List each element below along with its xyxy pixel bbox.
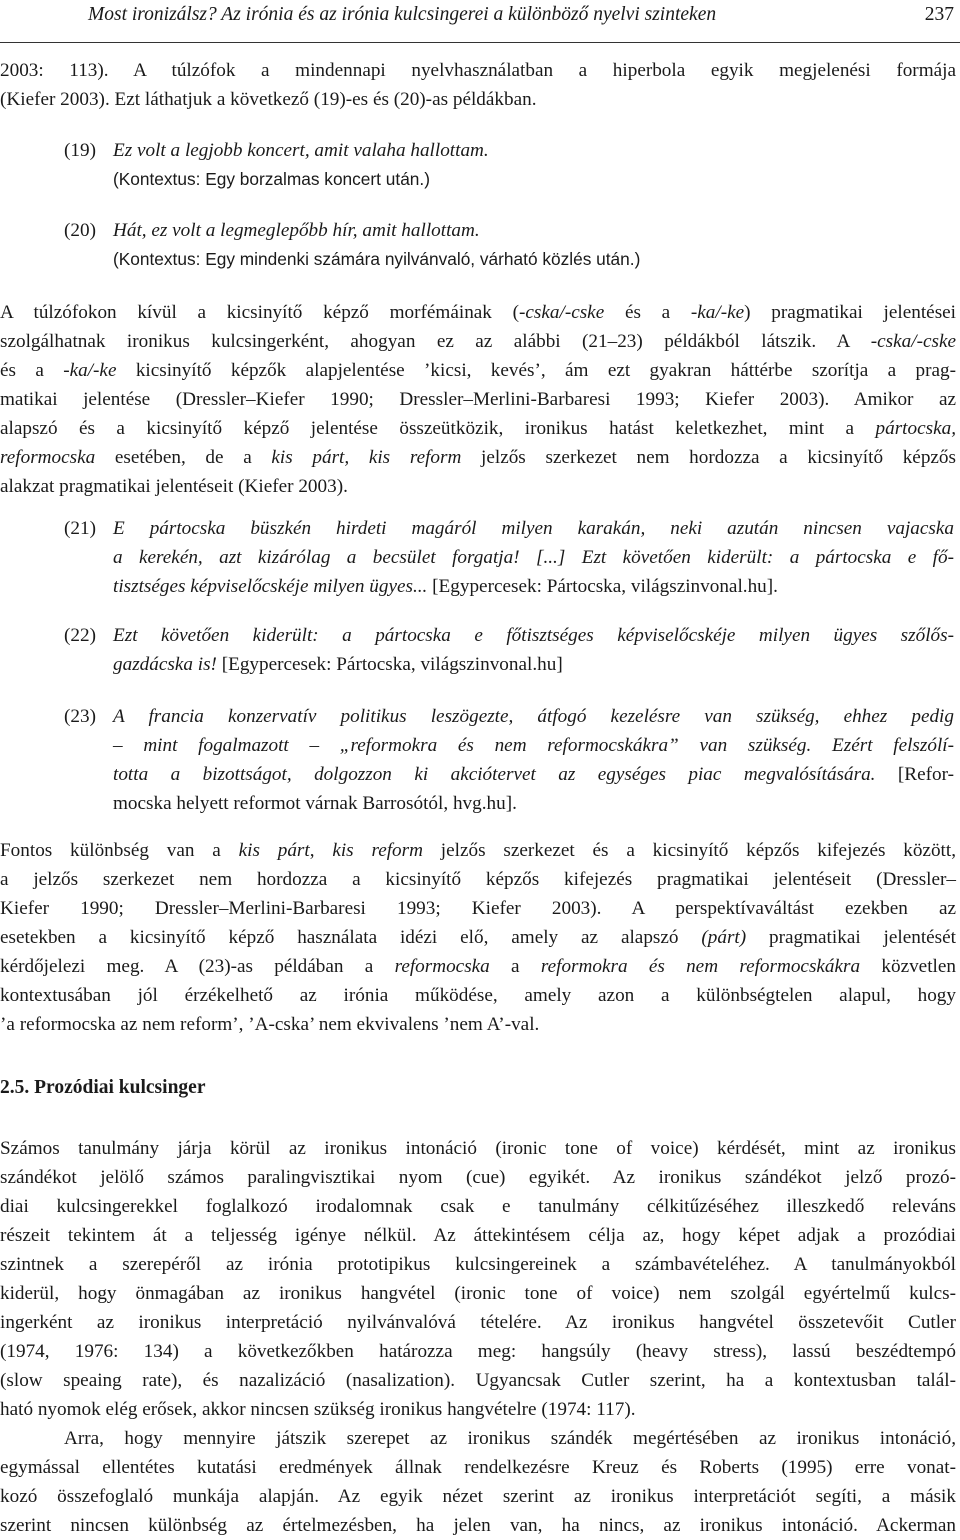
text-line: kérdőjelezi meg. A (23)-as példában a reformocska a reformokra és nem reformocskákra közvetlen	[0, 956, 956, 977]
running-title: Most ironizálsz? Az irónia és az irónia kulcsingerei a különböző nyelvi szinteken	[88, 4, 717, 25]
text-line: ható nyomok elég erősek, akkor nincsen szükség ironikus hangvételre (1974: 117).	[0, 1399, 636, 1420]
example-text: totta a bizottságot, dolgozzon ki akciótervet az egységes piac megvalósítására.	[113, 764, 876, 785]
text-line: Fontos különbség van a kis párt, kis reform jelzős szerkezet és a kicsinyítő képzős kifejezés között,	[0, 840, 956, 861]
text-line: Kiefer 1990; Dressler–Merlini-Barbaresi 1993; Kiefer 2003). A perspektívaváltást ezekben az	[0, 898, 956, 919]
paragraph-diminutive	[0, 298, 956, 501]
example-sentence: Ez volt a legjobb koncert, amit valaha hallottam.	[113, 140, 489, 161]
example-text: a kerekén, azt kizárólag a becsület forgatja! [...] Ezt követően kiderült: a pártocska e fő-	[113, 547, 954, 568]
text-line: 2003: 113). A túlzófok a mindennapi nyelvhasználatban a hiperbola egyik megjelenési formája	[0, 60, 956, 81]
example-20	[64, 216, 954, 274]
example-text: – mint fogalmazott – „reformokra és nem reformocskákra” van szükség. Ezért felszólí-	[113, 735, 954, 756]
text-line: reformocska esetében, de a kis párt, kis reform jelzős szerkezet nem hordozza a kicsinyítő képzős	[0, 447, 956, 468]
example-context: (Kontextus: Egy mindenki számára nyilvánvaló, várható közlés után.)	[113, 249, 641, 269]
example-23	[64, 702, 954, 818]
example-text: Ezt követően kiderült: a pártocska e főtisztséges képviselőcskéje milyen ügyes szőlős-	[113, 625, 954, 646]
example-source: [Egypercesek: Pártocska, világszinvonal.hu].	[427, 576, 778, 597]
example-text: tisztséges képviselőcskéje milyen ügyes...	[113, 576, 428, 597]
page-number: 237	[924, 4, 954, 25]
text-line: alakzat pragmatikai jelentéseit (Kiefer 2003).	[0, 476, 348, 497]
example-text: gazdácska is!	[113, 654, 217, 675]
text-line: szerint nincsen különbség az értelmezésben, ha jelen van, ha nincs, az ironikus intonáció. Ackerman	[0, 1515, 956, 1536]
text-line: kozó összefoglaló munkája alapján. Az egyik nézet szerint az ironikus interpretációt segíti, a másik	[0, 1486, 956, 1507]
text-line: ’a reformocska az nem reform’, ’A-cska’ nem ekvivalens ’nem A’-val.	[0, 1014, 540, 1035]
paragraph-prosody	[0, 1134, 956, 1424]
text-line: kiderül, hogy önmagában az ironikus hangvétel (ironic tone of voice) nem szolgál egyértelmű kulcs-	[0, 1283, 956, 1304]
example-source: [Refor-	[875, 764, 954, 785]
text-line: (Kiefer 2003). Ezt láthatjuk a következő (19)-es és (20)-as példákban.	[0, 89, 537, 110]
text-line: esetekben a kicsinyítő képző használata idézi elő, amely az alapszó (párt) pragmatikai jelentését	[0, 927, 956, 948]
example-number: (19)	[64, 140, 96, 161]
text-line: és a -ka/-ke kicsinyítő képzők alapjelentése ’kicsi, kevés’, ám ezt gyakran háttérbe szorítja a prag-	[0, 360, 956, 381]
example-number: (23)	[64, 706, 96, 727]
text-line: ingerként az ironikus interpretáció nyilvánvalóvá tételére. Az ironikus hangvétel összetevőit Cutler	[0, 1312, 956, 1333]
example-number: (22)	[64, 625, 96, 646]
intro-paragraph	[0, 56, 956, 114]
text-line: részeit tekintem át a teljesség igénye nélkül. Az áttekintésem célja az, hogy képet adjak a prozódiai	[0, 1225, 956, 1246]
text-line: alapszó és a kicsinyítő képző jelentése összeütközik, ironikus hatást keletkezhet, mint a pártocska,	[0, 418, 956, 439]
running-header	[88, 4, 954, 34]
example-sentence: Hát, ez volt a legmeglepőbb hír, amit hallottam.	[113, 220, 480, 241]
example-context: (Kontextus: Egy borzalmas koncert után.)	[113, 169, 430, 189]
paragraph-difference	[0, 836, 956, 1039]
example-number: (21)	[64, 518, 96, 539]
header-rule	[0, 42, 960, 43]
example-source: mocska helyett reformot várnak Barrosótól, hvg.hu].	[113, 793, 517, 814]
example-source: [Egypercesek: Pártocska, világszinvonal.hu]	[216, 654, 563, 675]
paragraph-intonation	[0, 1424, 956, 1540]
text-line: szándékot jelölő számos paralingvisztikai nyom (cue) egyikét. Az ironikus szándékot jelző prozó-	[0, 1167, 956, 1188]
text-line: kontextusában jól érzékelhető az irónia működése, amely azon a különbségtelen alapul, hogy	[0, 985, 956, 1006]
text-line: (slow speaing rate), és nazalizáció (nasalization). Ugyancsak Cutler szerint, ha a kontextusban talál-	[0, 1370, 956, 1391]
text-line: szintnek a szerepéről az irónia prototipikus kulcsingereinek a számbavételéhez. A tanulmányokból	[0, 1254, 956, 1275]
example-22	[64, 621, 954, 679]
text-line: egymással ellentétes kutatási eredmények állnak rendelkezésre Kreuz és Roberts (1995) erre vonat-	[0, 1457, 956, 1478]
example-number: (20)	[64, 220, 96, 241]
section-heading: 2.5. Prozódiai kulcsinger	[0, 1077, 206, 1098]
example-19	[64, 136, 954, 194]
text-line: Számos tanulmány járja körül az ironikus intonáció (ironic tone of voice) kérdését, mint az ironikus	[0, 1138, 956, 1159]
text-line: A túlzófokon kívül a kicsinyítő képző morfémáinak (-cska/-cske és a -ka/-ke) pragmatikai jelentései	[0, 302, 957, 323]
text-line: diai kulcsingerekkel foglalkozó irodalomnak csak e tanulmány célkitűzéséhez illeszkedő releváns	[0, 1196, 956, 1217]
text-line: szolgálhatnak ironikus kulcsingerként, ahogyan ez az alábbi (21–23) példákból látszik. A -cska/-cske	[0, 331, 956, 352]
example-text: E pártocska büszkén hirdeti magáról milyen karakán, neki azután nincsen vajacska	[113, 518, 954, 539]
text-line: (1974, 1976: 134) a következőkben határozza meg: hangsúly (heavy stress), lassú beszédtempó	[0, 1341, 956, 1362]
example-text: A francia konzervatív politikus leszögezte, átfogó kezelésre van szükség, ehhez pedig	[113, 706, 954, 727]
text-line: matikai jelentése (Dressler–Kiefer 1990; Dressler–Merlini-Barbaresi 1993; Kiefer 2003). Amikor az	[0, 389, 956, 410]
text-line: a jelzős szerkezet nem hordozza a kicsinyítő képzős kifejezés pragmatikai jelentéseit (Dressler–	[0, 869, 956, 890]
example-21	[64, 514, 954, 601]
text-line: Arra, hogy mennyire játszik szerepet az ironikus szándék megértésében az ironikus intonáció,	[64, 1428, 956, 1449]
